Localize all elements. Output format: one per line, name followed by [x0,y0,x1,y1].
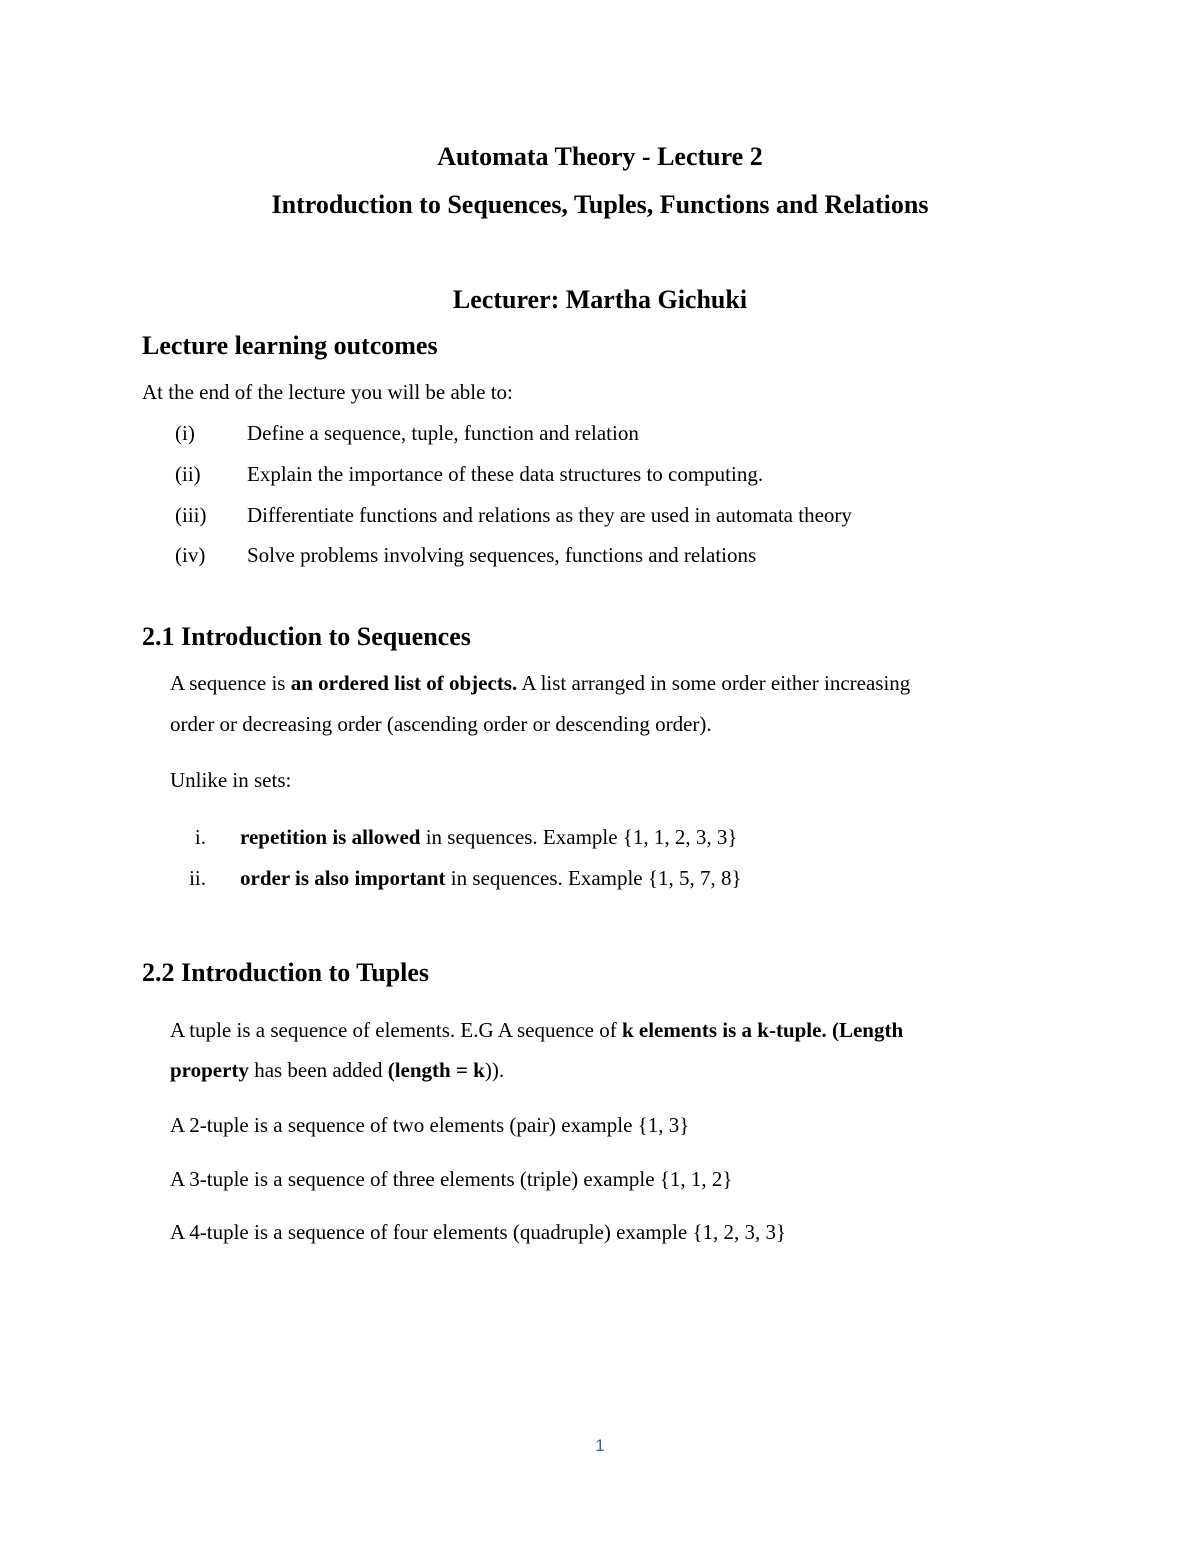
tuple-example: A 4-tuple is a sequence of four elements (quadruple) example {1, 2, 3, 3} [170,1220,787,1244]
definition-bold: property [170,1058,249,1082]
definition-text: A list arranged in some order either increasing [517,671,911,695]
outcome-marker: (ii) [175,462,201,486]
outcome-text: Define a sequence, tuple, function and relation [247,421,639,445]
list-item [240,866,742,891]
unlike-in-sets: Unlike in sets: [170,768,292,792]
definition-bold: (length = k [387,1058,485,1082]
sequence-definition [170,671,910,696]
outcomes-intro: At the end of the lecture you will be able to: [142,380,513,404]
list-marker: ii. [189,866,206,890]
page-number: 1 [595,1436,605,1455]
lecturer-name: Lecturer: Martha Gichuki [452,285,748,314]
tuples-heading: 2.2 Introduction to Tuples [142,958,430,987]
outcome-marker: (i) [175,421,195,445]
tuple-definition-line2 [170,1058,504,1083]
page-title: Automata Theory - Lecture 2 [437,142,763,171]
item-text: in sequences. Example {1, 1, 2, 3, 3} [420,825,738,849]
definition-text: A tuple is a sequence of elements. E.G A sequence of [170,1018,622,1042]
page-subtitle: Introduction to Sequences, Tuples, Functions and Relations [271,190,929,219]
list-marker: i. [194,825,206,849]
outcome-text: Explain the importance of these data structures to computing. [247,462,764,486]
outcome-text: Solve problems involving sequences, functions and relations [247,543,757,567]
outcome-marker: (iii) [175,503,207,527]
outcome-text: Differentiate functions and relations as they are used in automata theory [247,503,852,527]
sequence-definition-line2: order or decreasing order (ascending order or descending order). [170,712,712,736]
item-text: in sequences. Example {1, 5, 7, 8} [445,866,742,890]
definition-text: A sequence is [170,671,291,695]
definition-bold: an ordered list of objects. [290,671,518,695]
list-item [240,825,737,850]
tuple-example: A 2-tuple is a sequence of two elements (pair) example {1, 3} [170,1113,690,1137]
definition-text: has been added [248,1058,388,1082]
outcome-marker: (iv) [175,543,206,567]
definition-text: )). [484,1058,505,1082]
tuple-example: A 3-tuple is a sequence of three elements (triple) example {1, 1, 2} [170,1167,733,1191]
tuple-definition [170,1018,903,1043]
outcomes-heading: Lecture learning outcomes [142,331,438,360]
definition-bold: k elements is a k-tuple. (Length [621,1018,904,1042]
item-bold: repetition is allowed [240,825,421,849]
item-bold: order is also important [240,866,446,890]
sequences-heading: 2.1 Introduction to Sequences [142,622,471,651]
